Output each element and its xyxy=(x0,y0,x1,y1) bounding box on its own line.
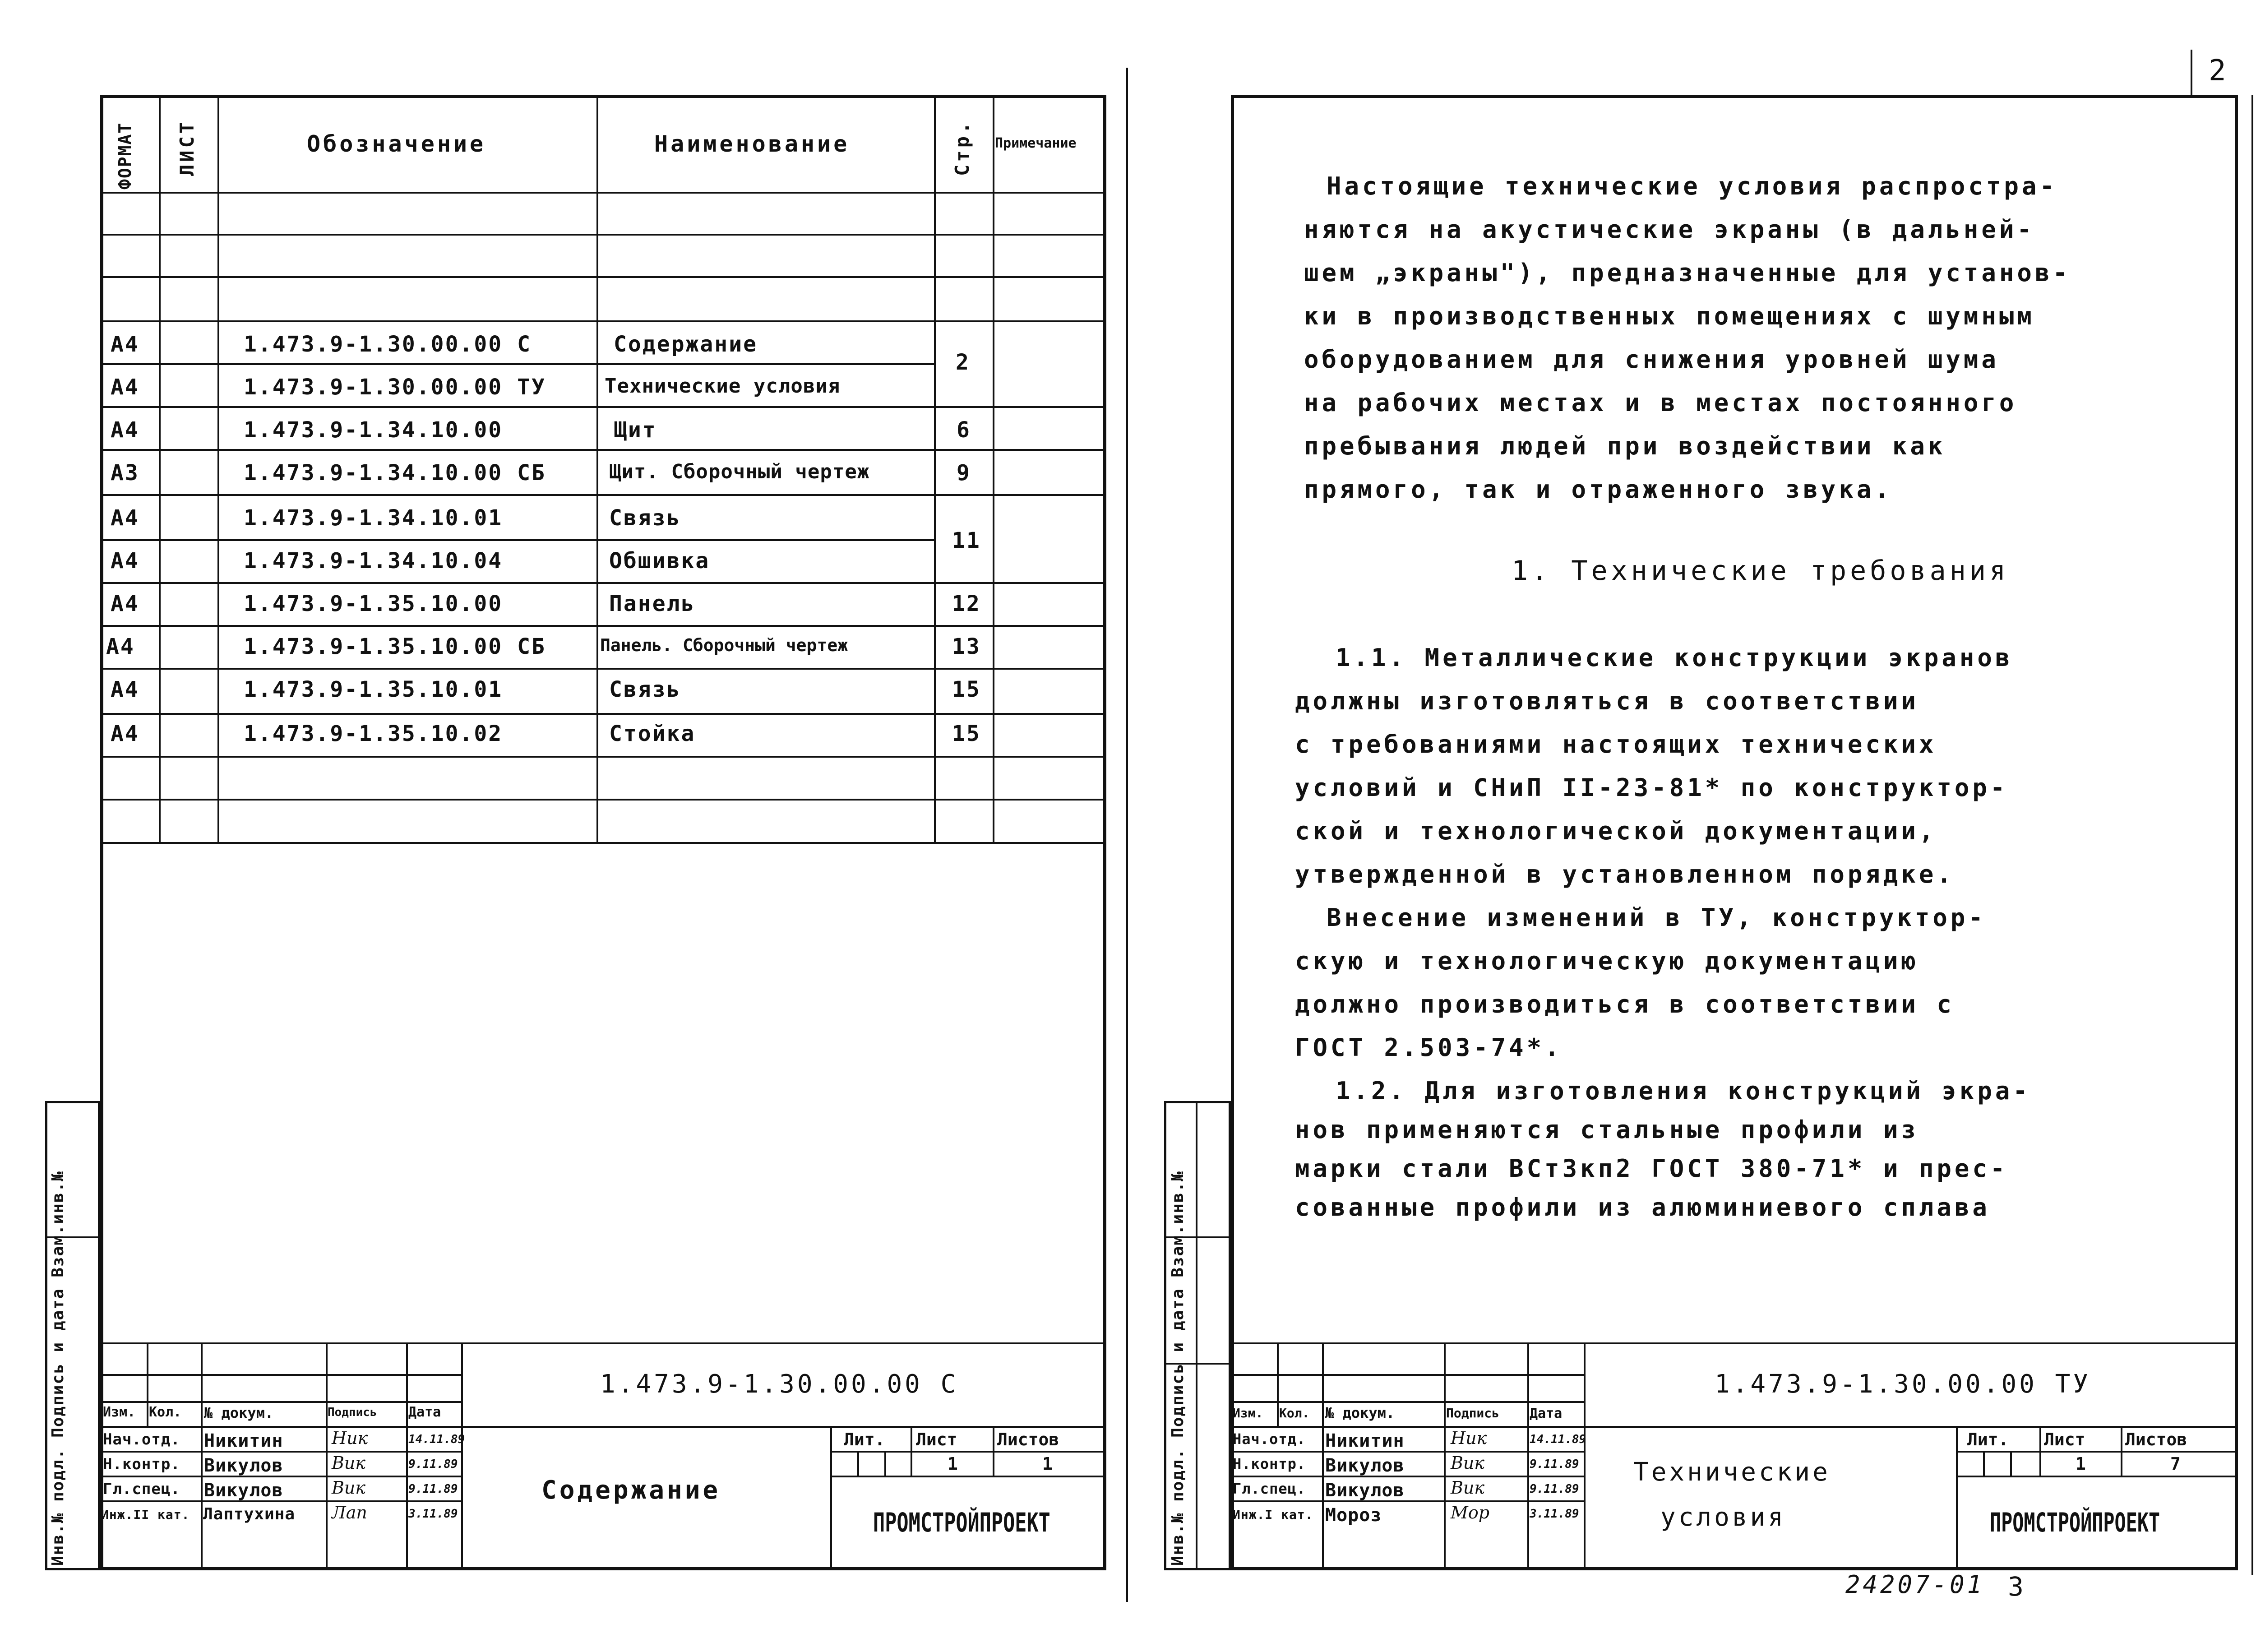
stamp-role: Инж.II кат. xyxy=(101,1507,190,1522)
stamp-role: Гл.спец. xyxy=(1233,1480,1306,1497)
side-stamp-col xyxy=(1196,1101,1197,1570)
stamp-role: Н.контр. xyxy=(1233,1455,1306,1472)
row-format: А4 xyxy=(111,677,139,702)
signature: Ник xyxy=(332,1428,368,1448)
stamp-person: Викулов xyxy=(204,1480,283,1501)
stamp-col xyxy=(1956,1426,1958,1570)
row-line xyxy=(100,756,1106,758)
stamp-col-date: Дата xyxy=(408,1404,441,1420)
stamp-col-sign: Подпись xyxy=(328,1406,377,1419)
stamp-line xyxy=(1231,1500,1585,1502)
text-line: нов применяются стальные профили из xyxy=(1295,1115,1919,1144)
stamp-col-izm: Изм. xyxy=(103,1404,136,1420)
row-line xyxy=(100,582,1106,584)
row-line xyxy=(100,799,1106,801)
stamp-role: Гл.спец. xyxy=(103,1480,180,1498)
text-line: няются на акустические экраны (в дальней- xyxy=(1304,215,2035,244)
text-line: пребывания людей при воздействии как xyxy=(1304,432,1946,460)
stamp-col xyxy=(406,1342,408,1570)
row-name: Содержание xyxy=(614,332,758,357)
text-line: прямого, так и отраженного звука. xyxy=(1304,475,1892,504)
row-name: Технические условия xyxy=(605,375,841,398)
row-format: А4 xyxy=(111,591,139,616)
stamp-top-line xyxy=(1231,1342,2238,1344)
stamp-org: ПРОМСТРОЙПРОЕКТ xyxy=(1990,1507,2160,1538)
row-format: А4 xyxy=(106,634,135,659)
stamp-role: Инж.I кат. xyxy=(1233,1507,1313,1522)
row-line xyxy=(100,406,1106,408)
stamp-person: Викулов xyxy=(1325,1455,1405,1476)
text-line: Внесение изменений в ТУ, конструктор- xyxy=(1327,903,1986,932)
right-side-stamp-label: Инв.№ подл. Подпись и дата Взам.инв.№ xyxy=(1169,1171,1187,1566)
row-page: 13 xyxy=(952,634,981,659)
row-name: Панель xyxy=(609,591,696,616)
row-designation: 1.473.9-1.34.10.00 xyxy=(244,417,503,443)
text-line: условий и СНиП II-23-81* по конструктор- xyxy=(1295,773,2008,802)
row-line xyxy=(100,713,1106,715)
section-title: 1. Технические требования xyxy=(1512,555,2010,587)
stamp-listov-value: 1 xyxy=(1042,1454,1053,1474)
stamp-col-kol: Кол. xyxy=(1279,1406,1310,1421)
left-sheet-frame xyxy=(100,95,1106,1570)
col-line xyxy=(596,95,598,844)
row-line xyxy=(100,668,1106,670)
row-designation: 1.473.9-1.34.10.01 xyxy=(244,505,503,531)
row-format: А4 xyxy=(111,332,139,357)
stamp-col xyxy=(201,1342,203,1570)
stamp-line xyxy=(100,1426,1106,1428)
text-line: должно производиться в соответствии с xyxy=(1295,990,1955,1018)
archive-number: 24207-01 xyxy=(1845,1570,1985,1599)
stamp-lit: Лит. xyxy=(844,1430,885,1449)
stamp-line xyxy=(1231,1401,1585,1403)
stamp-date: 14.11.89 xyxy=(1530,1433,1586,1446)
col-line xyxy=(934,95,936,844)
row-page: 15 xyxy=(952,721,981,746)
paragraph-1-2 xyxy=(1295,1072,2085,1227)
row-name: Щит xyxy=(614,417,657,443)
header-page: Стр. xyxy=(951,119,973,176)
row-designation: 1.473.9-1.34.10.04 xyxy=(244,548,503,574)
stamp-line xyxy=(1956,1476,2238,1477)
row-name: Стойка xyxy=(609,721,696,746)
stamp-person: Викулов xyxy=(1325,1480,1405,1501)
stamp-col xyxy=(884,1451,886,1476)
intro-paragraph xyxy=(1304,165,2094,511)
row-format: А4 xyxy=(111,548,139,574)
archive-page: 3 xyxy=(2008,1571,2026,1602)
stamp-col xyxy=(1983,1451,1985,1476)
stamp-col xyxy=(326,1342,328,1570)
stamp-org: ПРОМСТРОЙПРОЕКТ xyxy=(873,1507,1050,1538)
stamp-col xyxy=(147,1342,148,1426)
col-line xyxy=(159,95,161,844)
stamp-col xyxy=(1444,1342,1446,1570)
stamp-line xyxy=(1956,1451,2238,1453)
header-note: Примечание xyxy=(995,135,1077,151)
row-format: А4 xyxy=(111,721,139,746)
row-format: А4 xyxy=(111,417,139,443)
row-page-merged: 11 xyxy=(952,528,981,553)
paragraph-1-1 xyxy=(1295,636,2085,1069)
text-line: оборудованием для снижения уровней шума xyxy=(1304,345,1999,374)
stamp-line xyxy=(1231,1426,2238,1428)
stamp-line xyxy=(830,1476,1106,1477)
stamp-title: Технические xyxy=(1633,1458,1831,1487)
stamp-listov-value: 7 xyxy=(2170,1454,2181,1474)
row-format: А4 xyxy=(111,505,139,531)
stamp-line xyxy=(1231,1476,1585,1477)
stamp-title: условия xyxy=(1660,1503,1786,1532)
text-line: марки стали ВСт3кп2 ГОСТ 380-71* и прес- xyxy=(1295,1154,2008,1183)
stamp-col xyxy=(2039,1426,2041,1476)
text-line: должны изготовляться в соответствии xyxy=(1295,687,1919,715)
stamp-col-izm: Изм. xyxy=(1233,1406,1263,1421)
stamp-col xyxy=(857,1451,859,1476)
row-line xyxy=(100,363,934,365)
stamp-listov: Листов xyxy=(2125,1430,2187,1449)
stamp-date: 3.11.89 xyxy=(1530,1507,1579,1521)
text-line: ской и технологической документации, xyxy=(1295,817,1937,845)
row-line xyxy=(100,234,1106,236)
row-page: 9 xyxy=(957,460,971,486)
stamp-role: Нач.отд. xyxy=(1233,1430,1306,1448)
col-line xyxy=(993,95,994,844)
text-line: ки в производственных помещениях с шумным xyxy=(1304,302,2035,330)
text-line: шем „экраны"), предназначенные для установ- xyxy=(1304,259,2071,287)
header-bottom-line xyxy=(100,192,1106,194)
stamp-col xyxy=(461,1342,463,1570)
text-line: с требованиями настоящих технических xyxy=(1295,730,1937,759)
row-line xyxy=(100,276,1106,278)
row-line xyxy=(100,539,934,541)
stamp-col xyxy=(830,1426,832,1570)
stamp-person: Лаптухина xyxy=(203,1505,296,1523)
text-line: ГОСТ 2.503-74*. xyxy=(1295,1033,1563,1062)
stamp-person: Никитин xyxy=(204,1430,283,1451)
stamp-role: Нач.отд. xyxy=(103,1430,180,1448)
row-designation: 1.473.9-1.35.10.00 СБ xyxy=(244,634,546,659)
stamp-lit: Лит. xyxy=(1967,1430,2009,1449)
col-line xyxy=(217,95,219,844)
stamp-col-kol: Кол. xyxy=(149,1404,182,1420)
stamp-line xyxy=(1231,1451,1585,1453)
stamp-col xyxy=(1527,1342,1529,1570)
stamp-col-doc: № докум. xyxy=(1325,1404,1395,1421)
signature: Мор xyxy=(1451,1503,1490,1522)
stamp-col xyxy=(1322,1342,1324,1570)
text-line: утвержденной в установленном порядке. xyxy=(1295,860,1955,888)
stamp-col xyxy=(911,1426,912,1476)
stamp-date: 9.11.89 xyxy=(408,1458,458,1471)
stamp-date: 14.11.89 xyxy=(408,1433,465,1446)
center-fold-line xyxy=(1126,68,1128,1602)
row-designation: 1.473.9-1.35.10.01 xyxy=(244,677,503,702)
row-name: Панель. Сборочный чертеж xyxy=(600,635,848,655)
stamp-listov: Листов xyxy=(997,1430,1059,1449)
left-side-stamp-label: Инв.№ подл. Подпись и дата Взам.инв.№ xyxy=(49,1171,67,1566)
stamp-person: Викулов xyxy=(204,1455,283,1476)
stamp-list-value: 1 xyxy=(2076,1454,2086,1474)
page-number: 2 xyxy=(2209,54,2229,88)
row-page-merged: 2 xyxy=(956,350,970,375)
row-designation: 1.473.9-1.30.00.00 ТУ xyxy=(244,375,546,400)
stamp-code: 1.473.9-1.30.00.00 ТУ xyxy=(1715,1370,2091,1399)
row-name: Щит. Сборочный чертеж xyxy=(609,460,870,483)
stamp-col xyxy=(993,1426,994,1476)
stamp-list: Лист xyxy=(916,1430,957,1449)
signature: Вик xyxy=(332,1478,366,1498)
row-name: Связь xyxy=(609,505,681,531)
stamp-col-sign: Подпись xyxy=(1446,1406,1500,1421)
stamp-date: 9.11.89 xyxy=(1530,1482,1579,1496)
stamp-date: 3.11.89 xyxy=(408,1507,458,1521)
row-page: 12 xyxy=(952,591,981,616)
page-number-tick xyxy=(2191,50,2192,95)
header-designation: Обозначение xyxy=(307,131,486,157)
row-line xyxy=(100,494,1106,496)
row-line xyxy=(100,449,1106,451)
stamp-person: Никитин xyxy=(1325,1430,1405,1451)
header-sheet: ЛИСТ xyxy=(176,119,198,176)
stamp-code: 1.473.9-1.30.00.00 С xyxy=(600,1370,959,1399)
row-designation: 1.473.9-1.35.10.00 xyxy=(244,591,503,616)
stamp-line xyxy=(830,1451,1106,1453)
text-line: 1.2. Для изготовления конструкций экра- xyxy=(1336,1077,2031,1105)
stamp-list-value: 1 xyxy=(948,1454,958,1474)
stamp-person: Мороз xyxy=(1325,1505,1382,1526)
signature: Вик xyxy=(332,1453,366,1473)
row-designation: 1.473.9-1.30.00.00 С xyxy=(244,332,532,357)
text-line: на рабочих местах и в местах постоянного xyxy=(1304,389,2017,417)
text-line: скую и технологическую документацию xyxy=(1295,947,1919,975)
header-name: Наименование xyxy=(654,131,850,157)
signature: Вик xyxy=(1451,1478,1485,1498)
row-format: А4 xyxy=(111,375,139,400)
row-designation: 1.473.9-1.34.10.00 СБ xyxy=(244,460,546,486)
signature: Ник xyxy=(1451,1428,1487,1448)
stamp-col xyxy=(1584,1342,1586,1570)
signature: Лап xyxy=(332,1503,367,1522)
row-name: Связь xyxy=(609,677,681,702)
row-designation: 1.473.9-1.35.10.02 xyxy=(244,721,503,746)
row-page: 15 xyxy=(952,677,981,702)
signature: Вик xyxy=(1451,1453,1485,1473)
stamp-line xyxy=(1231,1374,1585,1376)
stamp-date: 9.11.89 xyxy=(408,1482,458,1496)
stamp-title: Содержание xyxy=(541,1476,721,1505)
row-name: Обшивка xyxy=(609,548,710,574)
stamp-date: 9.11.89 xyxy=(1530,1458,1579,1471)
right-edge-tick xyxy=(2251,95,2253,1575)
table-bottom-line xyxy=(100,842,1106,844)
stamp-top-line xyxy=(100,1342,1106,1344)
text-line: 1.1. Металлические конструкции экранов xyxy=(1336,643,2013,672)
stamp-list: Лист xyxy=(2044,1430,2085,1449)
stamp-role: Н.контр. xyxy=(103,1455,180,1473)
header-format: ФОРМАТ xyxy=(115,122,135,190)
row-line xyxy=(100,625,1106,627)
stamp-col xyxy=(1277,1342,1279,1426)
stamp-col xyxy=(2121,1426,2122,1476)
stamp-col xyxy=(2010,1451,2012,1476)
stamp-col-date: Дата xyxy=(1530,1406,1563,1421)
text-line: Настоящие технические условия распростра- xyxy=(1327,172,2057,200)
stamp-col-doc: № докум. xyxy=(204,1404,274,1421)
row-line xyxy=(100,320,1106,322)
row-format: А3 xyxy=(111,460,139,486)
text-line: сованные профили из алюминиевого сплава xyxy=(1295,1193,1990,1222)
row-page: 6 xyxy=(957,417,971,443)
